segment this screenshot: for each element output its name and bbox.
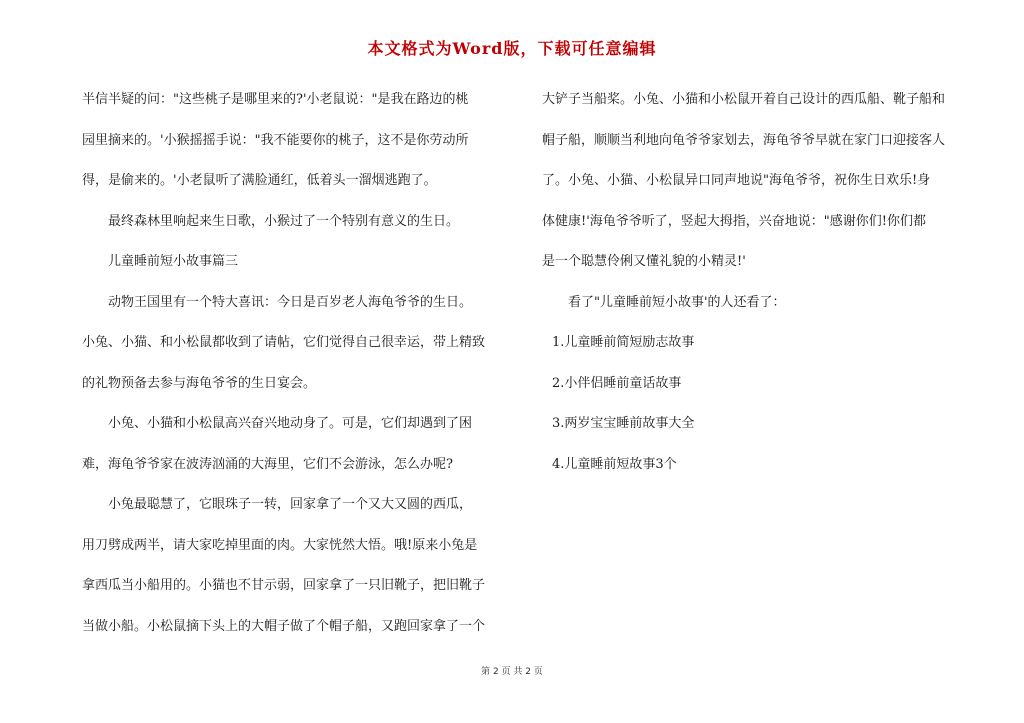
related-article-item: 2.小伴侣睡前童话故事 [552,375,682,391]
text-line: 得，是偷来的。'小老鼠听了满脸通红，低着头一溜烟逃跑了。 [82,173,437,188]
text-line: 最终森林里响起来生日歌，小猴过了一个特别有意义的生日。 [108,213,460,229]
related-article-item: 3.两岁宝宝睡前故事大全 [552,416,695,431]
text-line: 看了"儿童睡前短小故事'的人还看了： [568,294,786,310]
text-line: 小兔、小猫、和小松鼠都收到了请帖，它们觉得自己很幸运，带上精致 [82,335,486,350]
text-line: 当做小船。小松鼠摘下头上的大帽子做了个帽子船，又跑回家拿了一个 [82,618,486,634]
text-line: 大铲子当船桨。小兔、小猫和小松鼠开着自己设计的西瓜船、靴子船和 [542,92,946,107]
page-footer: 第 2 页 共 2 页 [481,667,543,677]
text-line: 用刀劈成两半，请大家吃掉里面的肉。大家恍然大悟。哦!原来小兔是 [82,537,478,553]
text-line: 的礼物预备去参与海龟爷爷的生日宴会。 [82,375,317,391]
text-line: 动物王国里有一个特大喜讯：今日是百岁老人海龟爷爷的生日。 [108,294,473,310]
text-line: 园里摘来的。'小猴摇摇手说："我不能要你的桃子，这不是你劳动所 [82,132,469,148]
text-line: 了。小兔、小猫、小松鼠异口同声地说"海龟爷爷，祝你生日欢乐!身 [542,173,931,188]
text-line: 儿童睡前短小故事篇三 [108,254,239,269]
related-article-item: 4.儿童睡前短故事3个 [552,456,677,472]
text-line: 半信半疑的问："这些桃子是哪里来的?'小老鼠说："是我在路边的桃 [82,92,469,107]
text-line: 小兔、小猫和小松鼠高兴奋兴地动身了。可是，它们却遇到了困 [108,416,473,431]
left-column [82,80,500,647]
text-line: 拿西瓜当小船用的。小猫也不甘示弱，回家拿了一只旧靴子，把旧靴子 [82,578,486,593]
right-column [542,80,960,485]
text-line: 难，海龟爷爷家在波涛汹涌的大海里，它们不会游泳，怎么办呢? [82,456,453,472]
text-line: 帽子船，顺顺当利地向龟爷爷家划去，海龟爷爷早就在家门口迎接客人 [542,132,946,148]
text-line: 是一个聪慧伶俐又懂礼貌的小精灵!' [542,254,746,269]
text-line: 体健康!'海龟爷爷听了，竖起大拇指，兴奋地说："感谢你们!你们都 [542,213,927,229]
related-article-item: 1.儿童睡前简短励志故事 [552,335,695,350]
text-line: 小兔最聪慧了，它眼珠子一转，回家拿了一个又大又圆的西瓜， [108,497,473,512]
page-header: 本文格式为Word版，下载可任意编辑 [367,39,657,58]
